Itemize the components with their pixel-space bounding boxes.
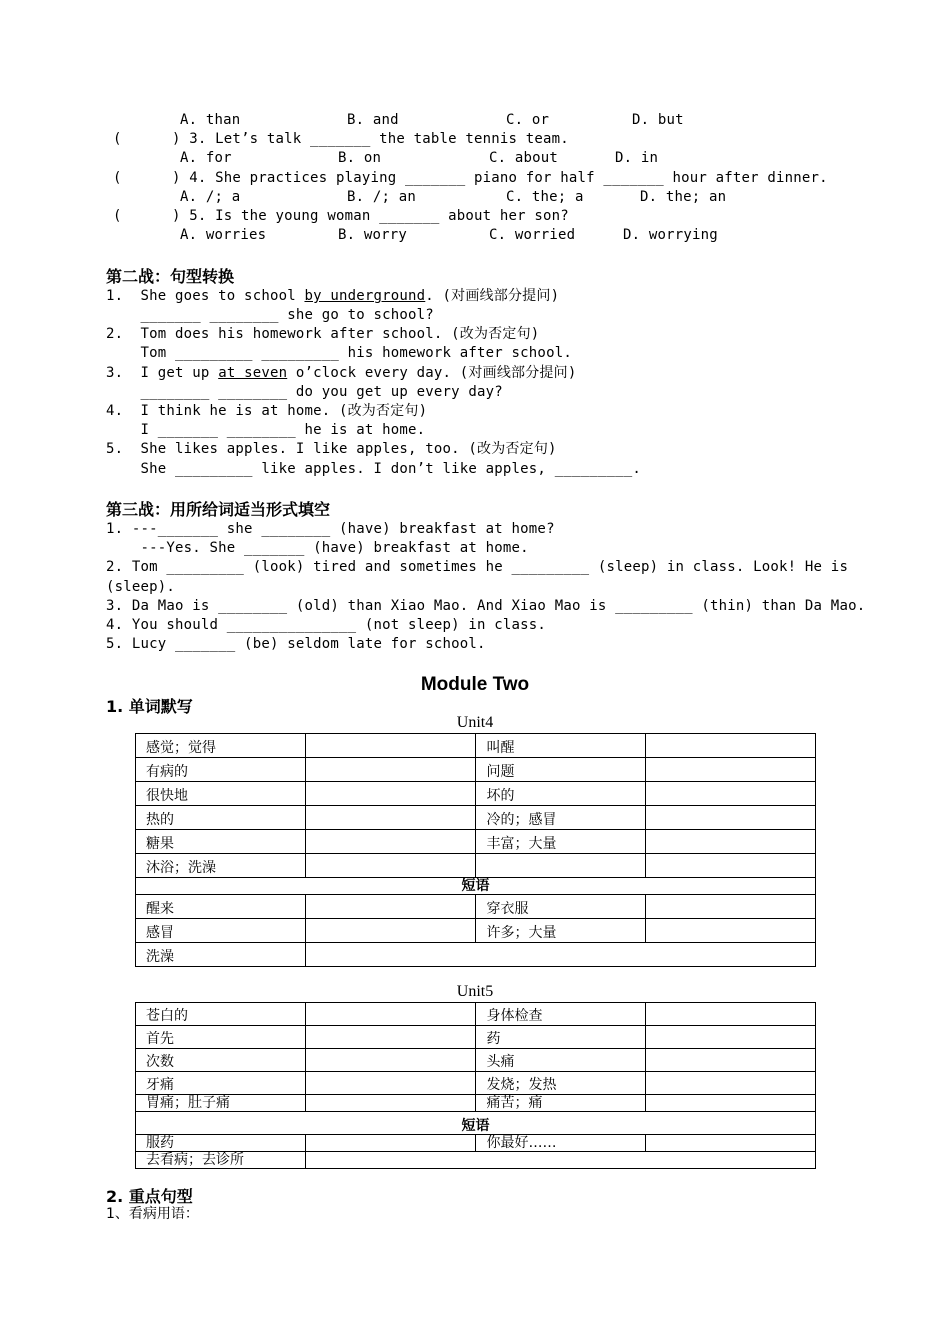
q4-option-c: C. the; a	[506, 189, 584, 205]
table-row	[136, 854, 816, 878]
answer-cell[interactable]	[306, 1026, 476, 1049]
answer-cell[interactable]	[645, 1072, 815, 1095]
answer-cell[interactable]	[306, 919, 476, 943]
answer-cell[interactable]	[306, 895, 476, 919]
term-cell: 很快地	[136, 782, 306, 806]
term-cell: 去看病；去诊所	[136, 1152, 306, 1169]
q2-option-a: A. than	[180, 112, 241, 128]
part2-heading: 第二战：句型转换	[106, 267, 235, 286]
q5-option-b: B. worry	[338, 227, 408, 243]
term-cell: 痛苦；痛	[476, 1095, 645, 1112]
table-row	[136, 1135, 816, 1152]
q4-option-b: B. /; an	[347, 189, 417, 205]
q5-option-a: A. worries	[180, 227, 267, 243]
phrase-header: 短语	[136, 878, 816, 895]
answer-cell[interactable]	[645, 806, 815, 830]
table-row	[136, 1026, 816, 1049]
term-cell: 穿衣服	[476, 895, 645, 919]
answer-cell[interactable]	[645, 1135, 815, 1152]
unit5-caption: Unit5	[456, 983, 494, 1000]
answer-cell[interactable]	[306, 782, 476, 806]
section1-heading: 1. 单词默写	[106, 697, 193, 716]
unit5-table	[135, 1002, 816, 1169]
term-cell: 冷的；感冒	[476, 806, 645, 830]
section2-heading: 2. 重点句型	[106, 1187, 193, 1206]
module-title: Module Two	[420, 674, 530, 695]
table-row	[136, 919, 816, 943]
term-cell: 热的	[136, 806, 306, 830]
part3-line-2: ---Yes. She _______ (have) breakfast at home.	[106, 540, 529, 556]
q2-option-d: D. but	[632, 112, 684, 128]
phrase-header-row	[136, 1112, 816, 1135]
term-cell: 有病的	[136, 758, 306, 782]
term-cell: 牙痛	[136, 1072, 306, 1095]
q3-option-a: A. for	[180, 150, 232, 166]
part3-line-5: 3. Da Mao is ________ (old) than Xiao Mao. And Xiao Mao is _________ (thin) than Da Mao.	[106, 598, 866, 614]
part3-line-4: (sleep).	[106, 579, 176, 595]
q4-paren: (	[113, 170, 122, 186]
q3-paren: (	[113, 131, 122, 147]
term-cell: 药	[476, 1026, 645, 1049]
table-row	[136, 1049, 816, 1072]
unit4-caption: Unit4	[456, 714, 494, 731]
part2-line-8: I _______ ________ he is at home.	[106, 422, 426, 438]
part2-line-1: 1. She goes to school by underground. (对画线部分提问)	[106, 288, 560, 304]
part3-line-7: 5. Lucy _______ (be) seldom late for school.	[106, 636, 486, 652]
q3-option-b: B. on	[338, 150, 382, 166]
term-cell	[476, 854, 645, 878]
table-row	[136, 1072, 816, 1095]
part2-line-6: ________ ________ do you get up every day?	[106, 384, 503, 400]
part2-line-2: _______ ________ she go to school?	[106, 307, 434, 323]
table-row	[136, 895, 816, 919]
part3-line-1: 1. ---_______ she ________ (have) breakfast at home?	[106, 521, 555, 537]
answer-cell[interactable]	[645, 734, 815, 758]
answer-cell[interactable]	[306, 806, 476, 830]
part2-line-4: Tom _________ _________ his homework after school.	[106, 345, 572, 361]
term-cell: 洗澡	[136, 943, 306, 967]
term-cell: 问题	[476, 758, 645, 782]
q4-option-a: A. /; a	[180, 189, 241, 205]
answer-cell[interactable]	[645, 1003, 815, 1026]
term-cell: 感觉；觉得	[136, 734, 306, 758]
answer-cell[interactable]	[645, 1095, 815, 1112]
part2-line-3: 2. Tom does his homework after school. (改为否定句)	[106, 326, 540, 342]
term-cell: 你最好……	[476, 1135, 645, 1152]
answer-cell[interactable]	[645, 782, 815, 806]
table-row	[136, 830, 816, 854]
term-cell: 苍白的	[136, 1003, 306, 1026]
term-cell: 沐浴；洗澡	[136, 854, 306, 878]
answer-cell[interactable]	[645, 919, 815, 943]
term-cell: 醒来	[136, 895, 306, 919]
answer-cell[interactable]	[306, 1152, 816, 1169]
phrase-header: 短语	[136, 1112, 816, 1135]
term-cell: 叫醒	[476, 734, 645, 758]
answer-cell[interactable]	[645, 854, 815, 878]
table-row	[136, 806, 816, 830]
q5-paren: (	[113, 208, 122, 224]
term-cell: 首先	[136, 1026, 306, 1049]
term-cell: 身体检查	[476, 1003, 645, 1026]
answer-cell[interactable]	[306, 1003, 476, 1026]
answer-cell[interactable]	[306, 1135, 476, 1152]
table-row	[136, 1152, 816, 1169]
answer-cell[interactable]	[645, 1049, 815, 1072]
q3-option-d: D. in	[615, 150, 659, 166]
answer-cell[interactable]	[306, 734, 476, 758]
table-row	[136, 1095, 816, 1112]
q5-text: ) 5. Is the young woman _______ about her son?	[172, 208, 569, 224]
q4-text: ) 4. She practices playing _______ piano for half _______ hour after dinner.	[172, 170, 828, 186]
answer-cell[interactable]	[306, 1049, 476, 1072]
part3-line-6: 4. You should _______________ (not sleep) in class.	[106, 617, 547, 633]
term-cell: 糖果	[136, 830, 306, 854]
term-cell: 丰富；大量	[476, 830, 645, 854]
term-cell: 胃痛；肚子痛	[136, 1095, 306, 1112]
q2-option-b: B. and	[347, 112, 399, 128]
q3-text: ) 3. Let’s talk _______ the table tennis team.	[172, 131, 569, 147]
q3-option-c: C. about	[489, 150, 559, 166]
term-cell: 发烧；发热	[476, 1072, 645, 1095]
answer-cell[interactable]	[306, 943, 816, 967]
part2-line-7: 4. I think he is at home. (改为否定句)	[106, 403, 428, 419]
sub-heading-1: 1、看病用语：	[106, 1206, 199, 1222]
answer-cell[interactable]	[645, 1026, 815, 1049]
term-cell: 许多；大量	[476, 919, 645, 943]
part2-line-9: 5. She likes apples. I like apples, too. (改为否定句)	[106, 441, 557, 457]
term-cell: 感冒	[136, 919, 306, 943]
answer-cell[interactable]	[645, 895, 815, 919]
answer-cell[interactable]	[645, 830, 815, 854]
answer-cell[interactable]	[306, 758, 476, 782]
part2-line-5: 3. I get up at seven o’clock every day. (对画线部分提问)	[106, 365, 577, 381]
q5-option-d: D. worrying	[623, 227, 718, 243]
answer-cell[interactable]	[306, 830, 476, 854]
term-cell: 次数	[136, 1049, 306, 1072]
q5-option-c: C. worried	[489, 227, 576, 243]
table-row	[136, 782, 816, 806]
q2-option-c: C. or	[506, 112, 550, 128]
part3-heading: 第三战：用所给词适当形式填空	[106, 500, 331, 519]
q4-option-d: D. the; an	[640, 189, 727, 205]
unit4-table	[135, 733, 816, 967]
answer-cell[interactable]	[306, 1072, 476, 1095]
part2-line-10: She _________ like apples. I don’t like apples, _________.	[106, 461, 641, 477]
table-row	[136, 734, 816, 758]
term-cell: 服药	[136, 1135, 306, 1152]
part3-line-3: 2. Tom _________ (look) tired and sometimes he _________ (sleep) in class. Look! He is	[106, 559, 849, 575]
answer-cell[interactable]	[645, 758, 815, 782]
answer-cell[interactable]	[306, 1095, 476, 1112]
term-cell: 坏的	[476, 782, 645, 806]
table-row	[136, 1003, 816, 1026]
table-row	[136, 758, 816, 782]
answer-cell[interactable]	[306, 854, 476, 878]
table-row	[136, 943, 816, 967]
phrase-header-row	[136, 878, 816, 895]
term-cell: 头痛	[476, 1049, 645, 1072]
